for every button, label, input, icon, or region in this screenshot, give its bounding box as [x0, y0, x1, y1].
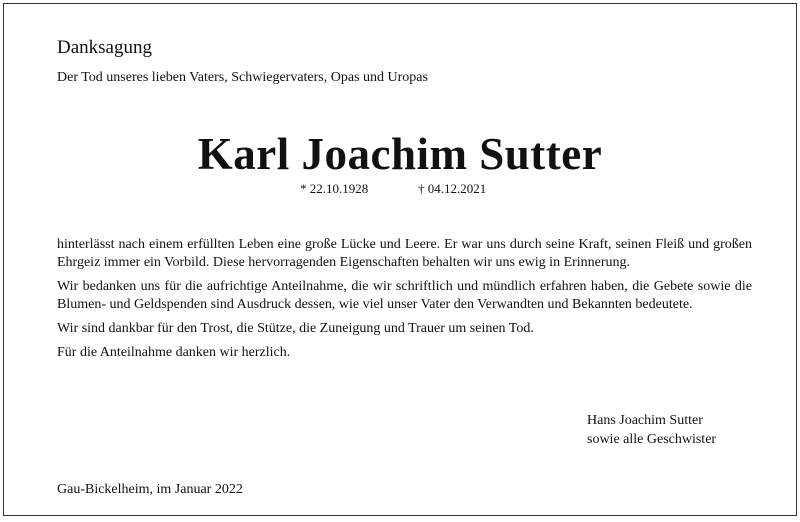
- body-paragraph: Wir bedanken uns für die aufrichtige Anteilnahme, die wir schriftlich und mündlich erfahren haben, die Gebete sowie die Blumen- und Geldspenden sind Ausdruck dessen, wie viel unser Vater den Verwandten und Bekannten bedeutete.: [57, 279, 752, 312]
- notice-heading: Danksagung: [57, 37, 152, 58]
- signature-line: Hans Joachim Sutter: [587, 413, 703, 428]
- place-date: Gau-Bickelheim, im Januar 2022: [57, 482, 243, 497]
- signature-block: [587, 411, 716, 449]
- body-paragraph: hinterlässt nach einem erfüllten Leben eine große Lücke und Leere. Er war uns durch seine Kraft, seinen Fleiß und großen Ehrgeiz immer ein Vorbild. Diese hervorragenden Eigenschaften behalten wir uns ewig in Erinnerung.: [57, 237, 752, 270]
- body-paragraph: Für die Anteilnahme danken wir herzlich.: [57, 345, 291, 360]
- notice-body: [57, 236, 752, 368]
- body-paragraph: Wir sind dankbar für den Trost, die Stütze, die Zuneigung und Trauer um seinen Tod.: [57, 321, 534, 336]
- death-date: † 04.12.2021: [418, 181, 487, 196]
- signature-line: sowie alle Geschwister: [587, 432, 717, 447]
- intro-line: Der Tod unseres lieben Vaters, Schwiegervaters, Opas und Uropas: [57, 70, 428, 85]
- obituary-notice: [3, 3, 797, 516]
- birth-date: * 22.10.1928: [300, 181, 369, 196]
- deceased-name: Karl Joachim Sutter: [197, 129, 603, 179]
